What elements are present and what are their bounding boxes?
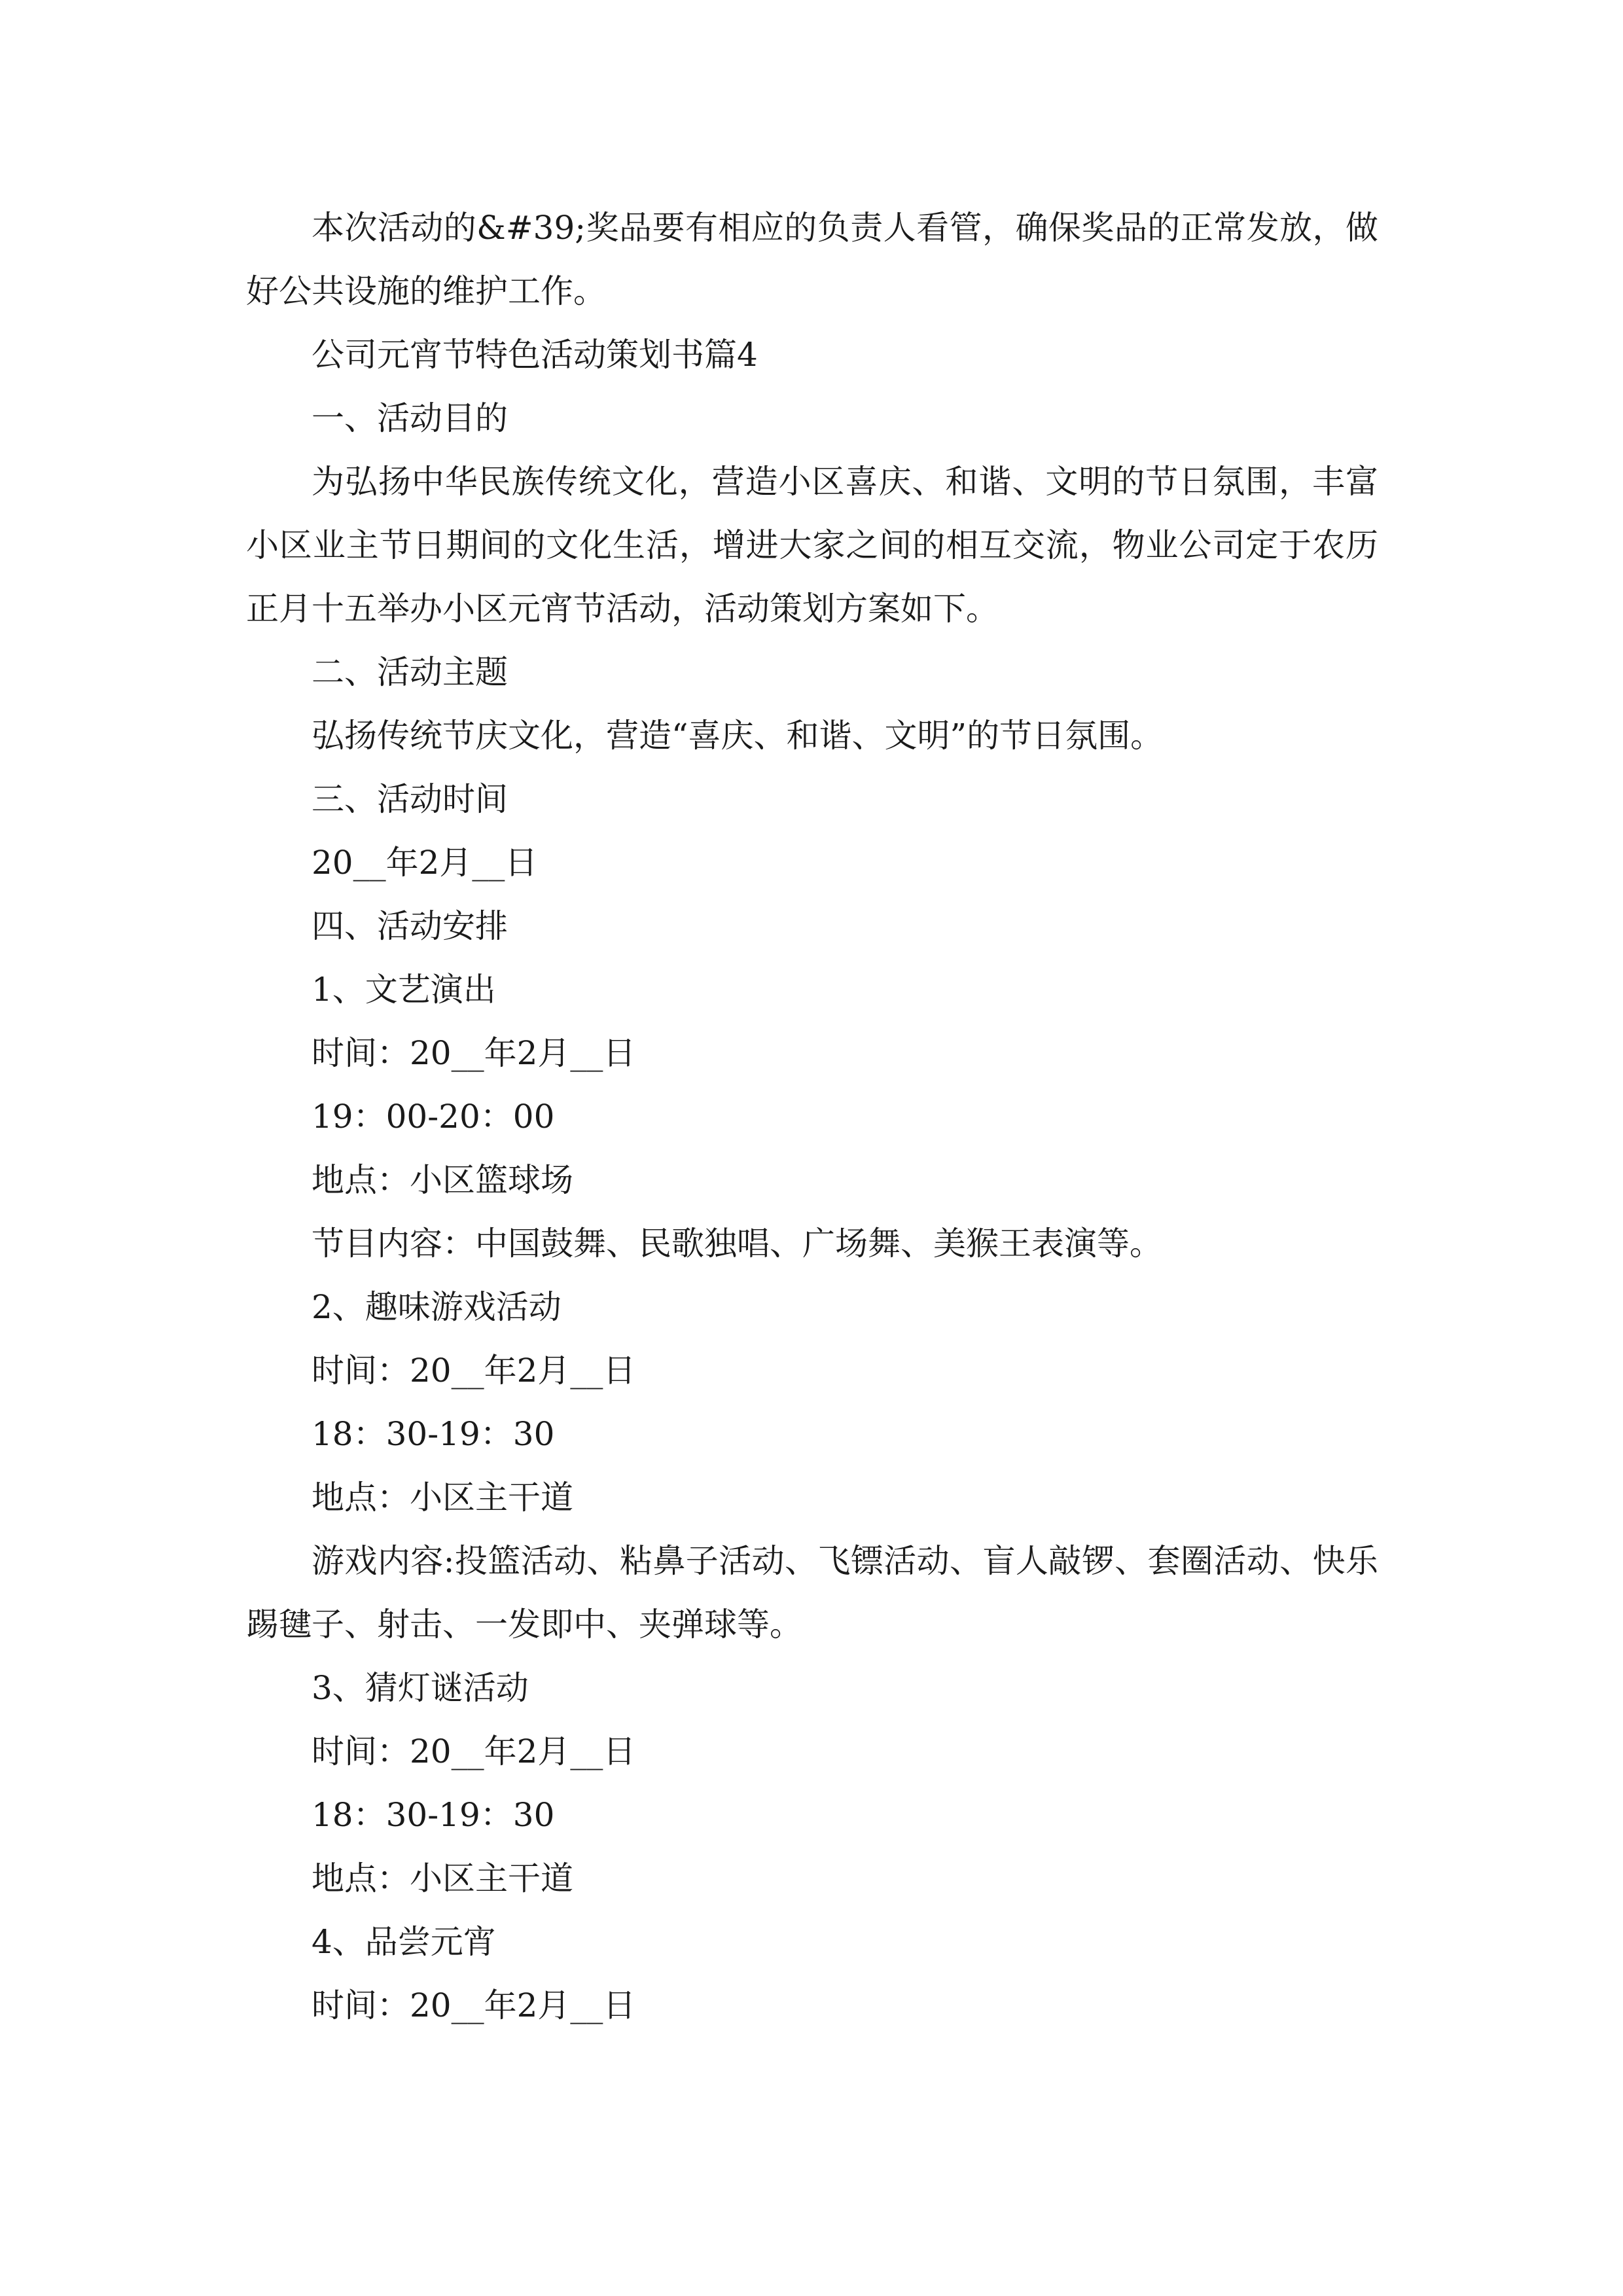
performance-hours: 19：00-20：00 xyxy=(312,1098,555,1136)
item-riddles: 3、猜灯谜活动 xyxy=(312,1669,529,1707)
performance-location: 地点：小区篮球场 xyxy=(312,1161,573,1199)
heading-arrangement: 四、活动安排 xyxy=(312,907,508,945)
paragraph-prize-management: 本次活动的&#39;奖品要有相应的负责人看管，确保奖品的正常发放，做好公共设施的维护工作。 xyxy=(246,209,1378,310)
yuanxiao-date: 时间：20__年2月__日 xyxy=(312,1986,636,2024)
riddles-date: 时间：20__年2月__日 xyxy=(312,1732,636,1770)
paragraph-theme: 弘扬传统节庆文化，营造“喜庆、和谐、文明”的节日氛围。 xyxy=(312,717,1164,755)
paragraph-date: 20__年2月__日 xyxy=(312,844,538,882)
games-content: 游戏内容:投篮活动、粘鼻子活动、飞镖活动、盲人敲锣、套圈活动、快乐踢毽子、射击、一发即中、夹弹球等。 xyxy=(246,1542,1378,1643)
item-performance: 1、文艺演出 xyxy=(312,971,496,1009)
heading-purpose: 一、活动目的 xyxy=(312,399,508,437)
performance-date: 时间：20__年2月__日 xyxy=(312,1034,636,1072)
riddles-location: 地点：小区主干道 xyxy=(312,1859,573,1897)
performance-program: 节目内容：中国鼓舞、民歌独唱、广场舞、美猴王表演等。 xyxy=(312,1225,1162,1263)
games-hours: 18：30-19：30 xyxy=(312,1415,555,1453)
section-title: 公司元宵节特色活动策划书篇4 xyxy=(312,336,758,374)
item-games: 2、趣味游戏活动 xyxy=(312,1288,562,1326)
games-date: 时间：20__年2月__日 xyxy=(312,1352,636,1390)
games-location: 地点：小区主干道 xyxy=(312,1479,573,1516)
paragraph-purpose: 为弘扬中华民族传统文化，营造小区喜庆、和谐、文明的节日氛围，丰富小区业主节日期间的文化生活，增进大家之间的相互交流，物业公司定于农历正月十五举办小区元宵节活动，活动策划方案如下。 xyxy=(246,463,1378,628)
riddles-hours: 18：30-19：30 xyxy=(312,1796,555,1834)
item-yuanxiao: 4、品尝元宵 xyxy=(312,1923,496,1961)
heading-time: 三、活动时间 xyxy=(312,780,508,818)
document-body xyxy=(246,196,1378,2037)
heading-theme: 二、活动主题 xyxy=(312,653,508,691)
